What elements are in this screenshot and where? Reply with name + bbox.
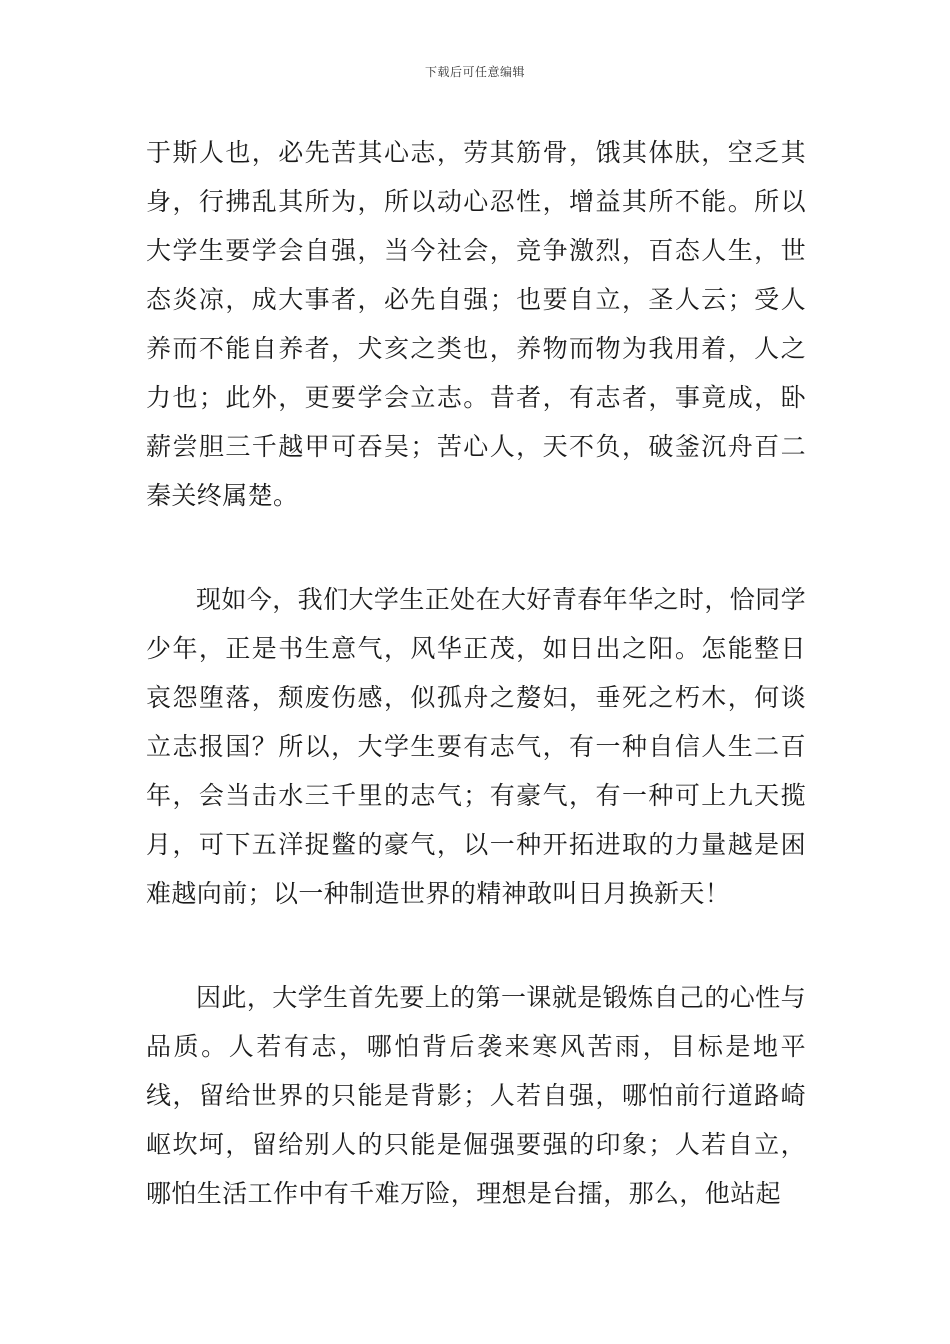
paragraph-2: 现如今，我们大学生正处在大好青春年华之时，恰同学少年，正是书生意气，风华正茂，如日出之阳。怎能整日哀怨堕落，颓废伤感，似孤舟之嫠妇，垂死之朽木，何谈立志报国？所以，大学生要有志气，有一种自信人生二百年，会当击水三千里的志气；有豪气，有一种可上九天揽月，可下五洋捉鳖的豪气，以一种开拓进取的力量越是困难越向前；以一种制造世界的精神敢叫日月换新天！ (146, 585, 806, 908)
paragraph-1: 于斯人也，必先苦其心志，劳其筋骨，饿其体肤，空乏其身，行拂乱其所为，所以动心忍性，增益其所不能。所以大学生要学会自强，当今社会，竞争激烈，百态人生，世态炎凉，成大事者，必先自强；也要自立，圣人云；受人养而不能自养者，犬亥之类也，养物而物为我用着，人之力也；此外，更要学会立志。昔者，有志者，事竟成，卧薪尝胆三千越甲可吞吴；苦心人，天不负，破釜沉舟百二秦关终属楚。 (146, 138, 806, 510)
page-header: 下载后可任意编辑 (424, 65, 525, 79)
paragraph-3: 因此，大学生首先要上的第一课就是锻炼自己的心性与品质。人若有志，哪怕背后袭来寒风苦雨，目标是地平线，留给世界的只能是背影；人若自强，哪怕前行道路崎岖坎坷，留给别人的只能是倔强要强的印象；人若自立，哪怕生活工作中有千难万险，理想是台擂，那么，他站起 (146, 983, 806, 1208)
document-body (146, 128, 806, 1218)
